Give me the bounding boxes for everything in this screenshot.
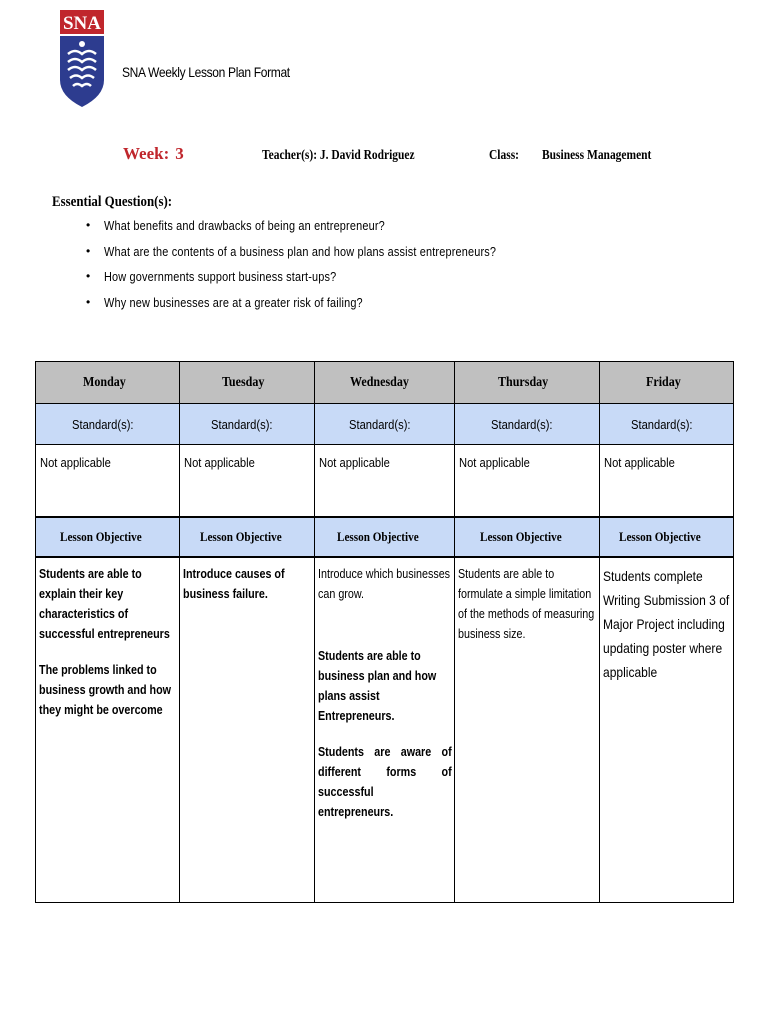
standard-label: Standard(s): <box>315 404 455 445</box>
lesson-objective-content-row <box>36 557 734 903</box>
lesson-objective-label: Lesson Objective <box>455 517 600 557</box>
lesson-objective-label-row <box>36 517 734 557</box>
teacher-field: Teacher(s): J. David Rodriguez <box>262 148 415 163</box>
objective-text: Students are able to business plan and how plans assist Entrepreneurs. <box>318 649 437 723</box>
day-header-monday: Monday <box>36 362 180 404</box>
objective-tuesday <box>180 557 315 903</box>
week-value: 3 <box>175 144 184 163</box>
standard-value-monday: Not applicable <box>36 445 180 518</box>
day-header-tuesday: Tuesday <box>180 362 315 404</box>
standard-label: Standard(s): <box>455 404 600 445</box>
standard-label: Standard(s): <box>600 404 734 445</box>
week-label: Week: <box>123 144 170 163</box>
essential-questions-list <box>86 218 571 320</box>
svg-text:SNA: SNA <box>62 13 102 34</box>
bullet-icon: • <box>86 243 91 258</box>
objective-text: Students complete Writing Submission 3 of Major Project including updating poster where applicable <box>603 568 730 680</box>
class-label: Class: <box>489 148 519 163</box>
question-item: • What are the contents of a business plan and how plans assist entrepreneurs? <box>86 243 497 259</box>
standard-value-thursday: Not applicable <box>455 445 600 518</box>
standard-value-tuesday: Not applicable <box>180 445 315 518</box>
day-header-friday: Friday <box>600 362 734 404</box>
days-header-row <box>36 362 734 404</box>
document-title: SNA Weekly Lesson Plan Format <box>122 64 290 80</box>
bullet-icon: • <box>86 269 91 283</box>
objective-text: The problems linked to business growth and how they might be overcome <box>39 663 171 717</box>
standards-value-row <box>36 445 734 518</box>
standard-label: Standard(s): <box>180 404 315 445</box>
objective-text: Students are able to formulate a simple limitation of the methods of measuring business size. <box>458 567 595 641</box>
objective-text: Introduce causes of business failure. <box>183 567 285 601</box>
objective-friday <box>600 557 734 903</box>
standard-value-friday: Not applicable <box>600 445 734 518</box>
essential-questions-heading: Essential Question(s): <box>52 194 173 210</box>
objective-wednesday <box>315 557 455 903</box>
book-shield-logo-icon <box>60 10 104 107</box>
bullet-icon: • <box>86 294 91 309</box>
standards-label-row <box>36 404 734 445</box>
day-header-wednesday: Wednesday <box>315 362 455 404</box>
objective-text: Students are aware of different forms of successful entrepreneurs. <box>318 745 452 819</box>
question-item: • How governments support business start-ups? <box>86 269 337 284</box>
objective-thursday <box>455 557 600 903</box>
standard-value-wednesday: Not applicable <box>315 445 455 518</box>
lesson-plan-table <box>35 361 734 903</box>
week-field <box>123 144 184 164</box>
lesson-objective-label: Lesson Objective <box>36 517 180 557</box>
sna-logo <box>60 10 104 107</box>
objective-text: Students are able to explain their key characteristics of successful entrepreneurs <box>39 567 170 641</box>
lesson-objective-label: Lesson Objective <box>315 517 455 557</box>
objective-text: Introduce which businesses can grow. <box>318 567 451 601</box>
day-header-thursday: Thursday <box>455 362 600 404</box>
objective-monday <box>36 557 180 903</box>
question-item: • What benefits and drawbacks of being an entrepreneur? <box>86 218 385 233</box>
standard-label: Standard(s): <box>36 404 180 445</box>
question-item: • Why new businesses are at a greater risk of failing? <box>86 294 363 310</box>
class-value: Business Management <box>542 148 652 163</box>
lesson-objective-label: Lesson Objective <box>600 517 734 557</box>
lesson-objective-label: Lesson Objective <box>180 517 315 557</box>
bullet-icon: • <box>86 218 91 232</box>
